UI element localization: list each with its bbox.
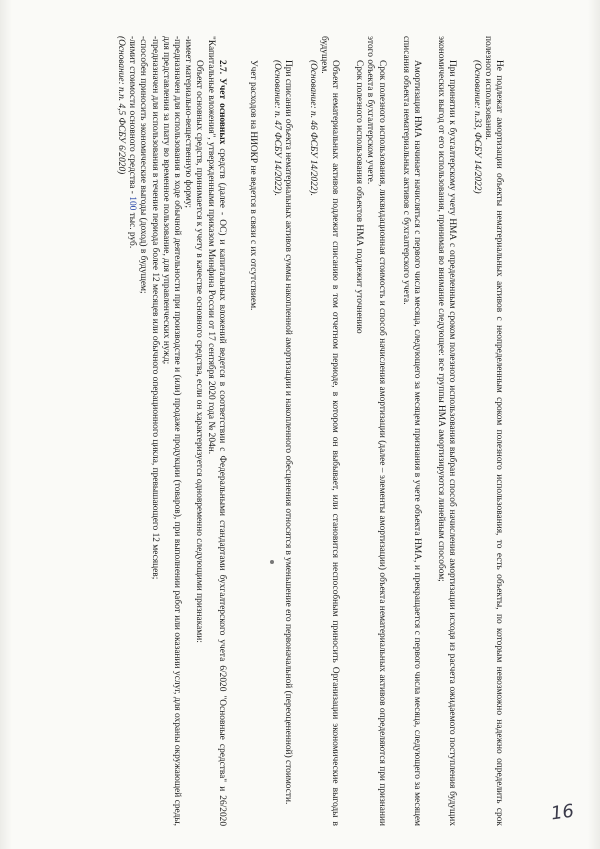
section-basis: (Основание: п.п. 4,5 ФСБУ 6/2020) bbox=[115, 36, 126, 175]
rotated-document-body bbox=[48, 36, 504, 826]
limit-line: -лимит стоимости основного средства - 100 тыс. руб. bbox=[127, 36, 138, 249]
paragraph-gap bbox=[457, 36, 470, 826]
paragraph: При принятии к бухгалтерскому учету НМА с определенным сроком полезного использования выбран способ начисления амортизации исходя из расчета ожидаемого поступления будущих экономических выгод от его использования, принимая во внимание следующее: все группы НМА амортизируются линейным способом; bbox=[436, 36, 458, 826]
paragraph-gap bbox=[227, 36, 247, 826]
basis-note: (Основание: п. 47 ФСБУ 14/2022). bbox=[272, 60, 283, 196]
section-line: -способен приносить экономические выгоды (доход) в будущем; bbox=[138, 36, 149, 294]
paragraph-gap bbox=[340, 36, 353, 826]
paragraph: Амортизация НМА начинает начисляться с первого числа месяца, следующего за месяцем признания в учете объекта НМА, и прекращается с первого числа месяца, следующего за месяцем списания объекта нематериальных активов с бухгалтерского учета. bbox=[400, 36, 422, 826]
paragraph-gap bbox=[387, 36, 400, 826]
paragraph: Объект нематериальных активов подлежит списанию в том отчетном периоде, в котором он выбывает, или становится неспособным приносить Организации экономические выгоды в будущем. bbox=[318, 36, 340, 826]
paragraph: При списании объекта нематериальных активов суммы накопленной амортизации и накопленного обесценения относятся в уменьшение его первоначальной (переоцененной) стоимости. bbox=[283, 60, 294, 805]
limit-value: 100 bbox=[127, 196, 138, 211]
paragraph: Не подлежат амортизации объекты нематериальных активов с неопределенным сроком полезного использования, то есть объекты, по которым невозможно надежно определить срок полезного использования. bbox=[482, 36, 504, 826]
section-heading: 2.7. Учет основных средств (далее - ОС) и капитальных вложений ведется в соответствии с Федеральными стандартами бухгалтерского учета 6/2020 "Основные средства" и 26/2020 "Капитальные вложения", утвержденными приказом Минфина России от 17 сентября 2020 года № 204н. bbox=[205, 36, 227, 827]
paragraph-gap bbox=[293, 36, 306, 826]
section-line: -предназначен для использования в течение периода более 12 месяцев или обычного операционного цикла, превышающего 12 месяцев; bbox=[149, 36, 160, 580]
paragraph: Учет расходов на НИОКР не ведется в связи с их отсутствием. bbox=[247, 60, 258, 311]
basis-note: (Основание: п. 46 ФСБУ 14/2022). bbox=[307, 60, 318, 196]
document-text bbox=[48, 36, 504, 826]
section-line: -имеет материально-вещественную форму; bbox=[183, 36, 194, 209]
section-line: Объект основных средств, принимается к учету в качестве основного средства, если он характеризуется одновременно следующими признаками: bbox=[194, 60, 205, 643]
paragraph: Срок полезного использования объектов НМА подлежит уточнению bbox=[354, 60, 365, 334]
section-line: -предназначен для использования в ходе обычной деятельности при производстве и (или) продаже продукции (товаров), при выполнении работ или оказании услуг, для охраны окружающей среды, для представления за плату во временное пользование, для управленческих нужд; bbox=[160, 36, 182, 826]
scan-speck bbox=[270, 560, 274, 564]
page-number: 16 bbox=[549, 800, 576, 825]
paragraph-gap bbox=[422, 36, 435, 826]
paragraph: Срок полезного использования, ликвидационная стоимость и способ начисления амортизации (далее – элементы амортизации) объекта нематериальных активов определяются при признании этого объекта в бухгалтерском учете. bbox=[365, 36, 387, 826]
paragraph-gap bbox=[258, 36, 271, 826]
basis-note: (Основание: п.33, ФСБУ 14/2022) bbox=[471, 60, 482, 194]
